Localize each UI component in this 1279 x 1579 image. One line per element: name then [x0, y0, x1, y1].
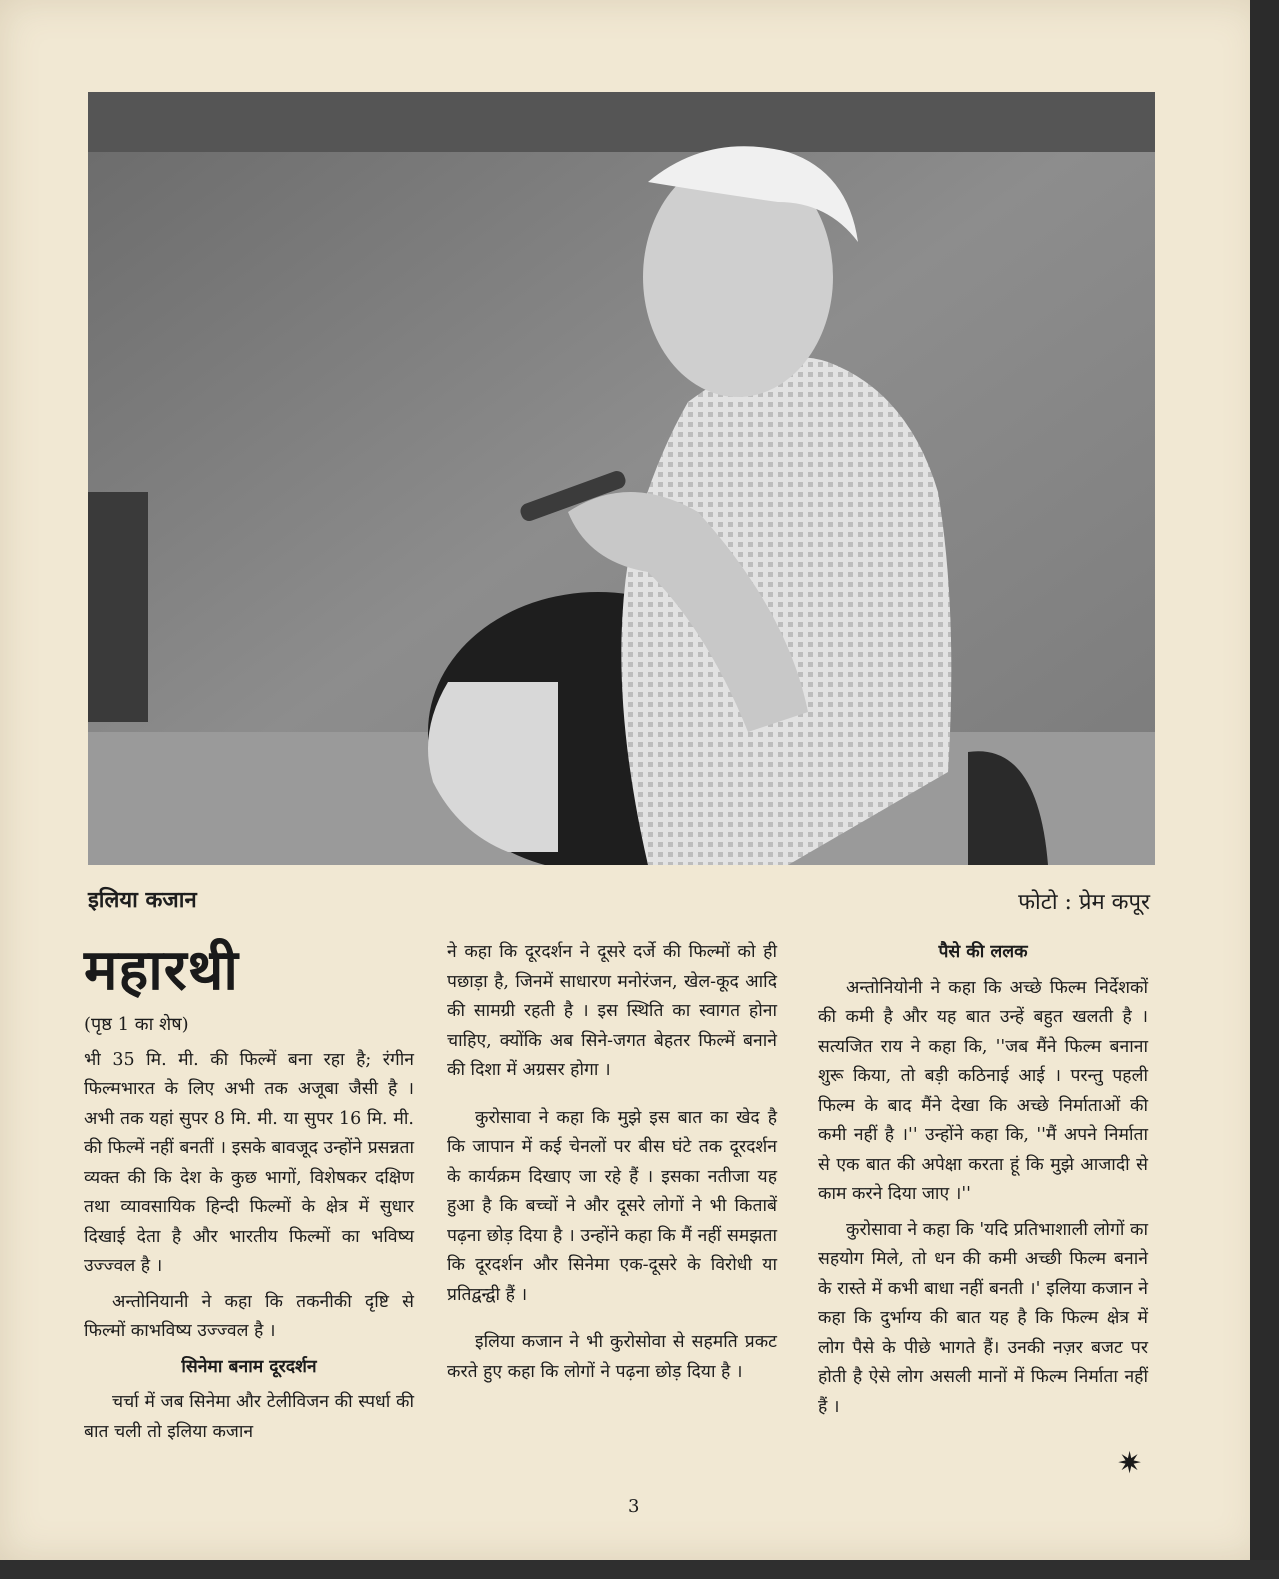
- paragraph: कुरोसावा ने कहा कि मुझे इस बात का खेद है कि जापान में कई चेनलों पर बीस घंटे तक दूरदर्शन के कार्यक्रम दिखाए जा रहे हैं । इसका नतीजा यह हुआ है कि बच्चों ने और दूसरे लोगों ने भी किताबें पढ़ना छोड़ दिया है । उन्होंने कहा कि मैं नहीं समझता कि दूरदर्शन और सिनेमा एक-दूसरे के विरोधी या प्रतिद्वन्द्वी हैं ।: [447, 1107, 777, 1305]
- subhead-money-lust: पैसे की ललक: [938, 942, 1028, 962]
- bottom-edge: [0, 1560, 1279, 1579]
- paragraph: भी 35 मि. मी. की फिल्में बना रहा है; रंगीन फिल्मभारत के लिए अभी तक अजूबा जैसी है । अभी तक यहां सुपर 8 मि. मी. या सुपर 16 मि. मी. की फिल्में नहीं बनतीं । इसके बावजूद उन्होंने प्रसन्नता व्यक्त की कि देश के कुछ भागों, विशेषकर दक्षिण तथा व्यावसायिक हिन्दी फिल्मों के क्षेत्र में सुधार दिखाई देता है और भारतीय फिल्मों का भविष्य उज्ज्वल है ।: [84, 1049, 414, 1276]
- end-mark-star-icon: ✷: [1117, 1446, 1143, 1481]
- page-number: 3: [628, 1496, 640, 1517]
- article-column-1: [84, 938, 414, 1453]
- paragraph: कुरोसावा ने कहा कि 'यदि प्रतिभाशाली लोगों का सहयोग मिले, तो धन की कमी अच्छी फिल्म बनाने के रास्ते में कभी बाधा नहीं बनती ।' इलिया कजान ने कहा कि दुर्भाग्य की बात यह है कि फिल्म क्षेत्र में लोग पैसे के पीछे भागते हैं। उनकी नज़र बजट पर होती है ऐसे लोग असली मानों में फिल्म निर्माता नहीं हैं ।: [818, 1219, 1148, 1417]
- continuation-note: (पृष्ठ 1 का शेष): [84, 1014, 189, 1035]
- article-column-2: [447, 938, 777, 1393]
- paragraph: इलिया कजान ने भी कुरोसोवा से सहमति प्रकट करते हुए कहा कि लोगों ने पढ़ना छोड़ दिया है ।: [447, 1332, 777, 1382]
- paragraph: ने कहा कि दूरदर्शन ने दूसरे दर्जे की फिल्मों को ही पछाड़ा है, जिनमें साधारण मनोरंजन, खेल-कूद आदि की सामग्री रहती है । इस स्थिति का स्वागत होना चाहिए, क्योंकि अब सिने-जगत बेहतर फिल्में बनाने की दिशा में अग्रसर होगा ।: [447, 942, 777, 1080]
- book-spine: [1250, 0, 1279, 1579]
- article-column-3: [818, 938, 1148, 1428]
- subhead-cinema-vs-tv: सिनेमा बनाम दूरदर्शन: [181, 1356, 317, 1377]
- photo-elia-kazan: [88, 92, 1155, 865]
- paragraph: अन्तोनियोनी ने कहा कि अच्छे फिल्म निर्देशकों की कमी है और यह बात उन्हें बहुत खलती है । सत्यजित राय ने कहा कि, ''जब मैंने फिल्म बनाना शुरू किया, तो बड़ी कठिनाई आई । परन्तु पहली फिल्म के बाद मैंने देखा कि अच्छे निर्माताओं की कमी नहीं है ।'' उन्होंने कहा कि, ''मैं अपने निर्माता से एक बात की अपेक्षा करता हूं कि मुझे आजादी से काम करने दिया जाए ।'': [818, 977, 1148, 1204]
- paragraph: अन्तोनियानी ने कहा कि तकनीकी दृष्टि से फिल्मों काभविष्य उज्ज्वल है ।: [84, 1291, 414, 1341]
- photo-illustration: [88, 92, 1155, 865]
- article-headline: महारथी: [84, 937, 239, 1003]
- paragraph: चर्चा में जब सिनेमा और टेलीविजन की स्पर्धा की बात चली तो इलिया कजान: [84, 1392, 414, 1442]
- photo-caption-subject: इलिया कजान: [88, 887, 197, 913]
- photo-caption-credit: फोटो : प्रेम कपूर: [1018, 890, 1150, 915]
